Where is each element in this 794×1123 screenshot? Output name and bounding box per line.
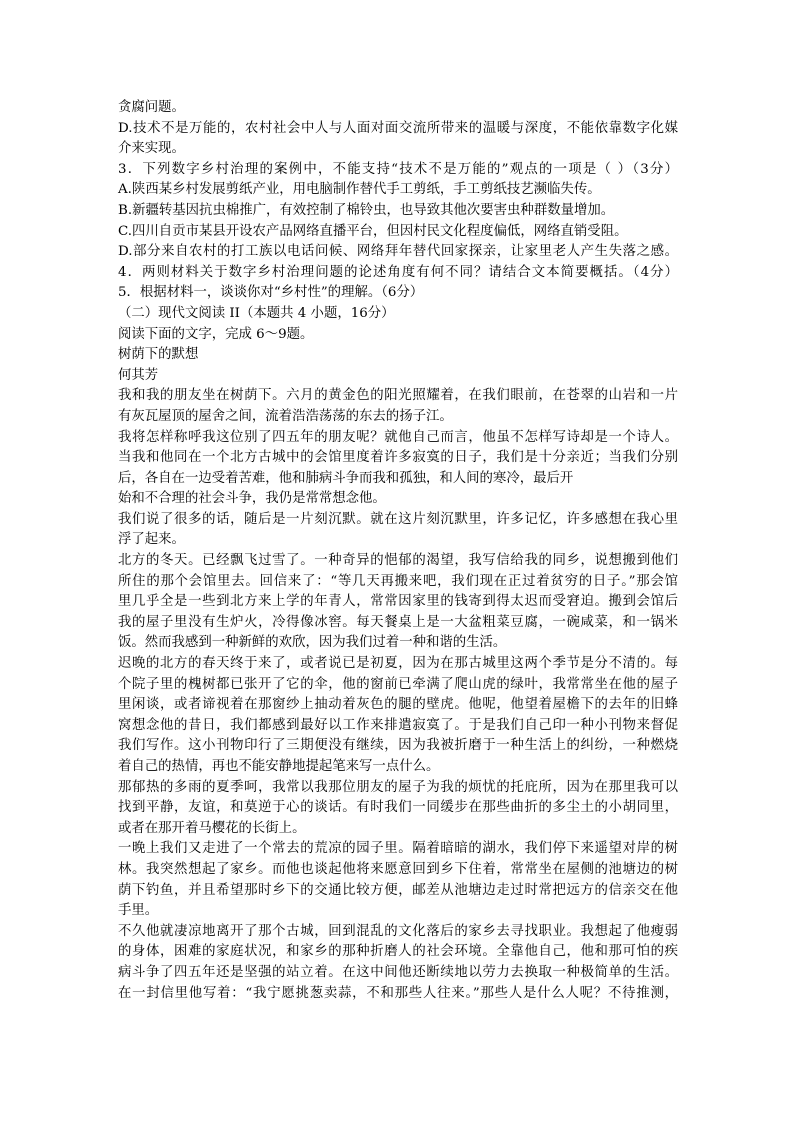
text-line: 我们写作。这小刊物印行了三期便没有继续，因为我被折磨于一种生活上的纠纷，一种燃烧: [118, 738, 678, 754]
text-line: 北方的冬天。已经飘飞过雪了。一种奇异的悒郁的渴望，我写信给我的同乡，说想搬到他们: [118, 553, 678, 569]
text-line: 后，各自在一边受着苦难，他和肺病斗争而我和孤独，和人间的寒冷，最后开: [118, 470, 574, 486]
text-line: D.部分来自农村的打工族以电话问候、网络拜年替代回家探亲，让家里老人产生失落之感。: [118, 244, 678, 260]
text-line: 里几乎全是一些到北方来上学的年青人，常常因家里的钱寄到得太迟而受窘迫。搬到会馆后: [118, 594, 678, 610]
text-line: 里闲谈，或者谛视着在那窗纱上抽动着灰色的腿的壁虎。他呢，他望着屋檐下的去年的旧蜂: [118, 697, 678, 713]
document-page: [118, 98, 678, 1004]
text-line: 有灰瓦屋顶的屋舍之间，流着浩浩荡荡的东去的扬子江。: [118, 408, 453, 424]
text-line: （二）现代文阅读 II（本题共 4 小题，16分）: [118, 305, 395, 321]
text-line: 我和我的朋友坐在树荫下。六月的黄金色的阳光照耀着，在我们眼前，在苍翠的山岩和一片: [118, 388, 678, 404]
text-line: 在一封信里他写着：“我宁愿挑葱卖蒜，不和那些人往来。”那些人是什么人呢？不待推测，: [118, 985, 678, 1001]
text-line: D.技术不是万能的，农村社会中人与人面对面交流所带来的温暖与深度，不能依靠数字化媒: [118, 120, 678, 136]
text-line: 贪腐问题。: [118, 100, 185, 115]
text-line: 树荫下的默想: [118, 347, 199, 363]
text-line: 所住的那个会馆里去。回信来了：“等几天再搬来吧，我们现在正过着贫穷的日子。”那会馆: [118, 573, 678, 589]
text-line: 始和不合理的社会斗争，我仍是常常想念他。: [118, 491, 386, 507]
text-line: 阅读下面的文字，完成 6～9题。: [118, 326, 314, 342]
text-line: 饭。然而我感到一种新鲜的欢欣，因为我们过着一种和谐的生活。: [118, 635, 507, 651]
text-line: 浮了起来。: [118, 532, 185, 548]
text-line: 荫下钓鱼，并且希望那时乡下的交通比较方便，邮差从池塘边走过时常把远方的信亲交在他: [118, 882, 678, 898]
text-line: C.四川自贡市某县开设农产品网络直播平台，但因村民文化程度偏低，网络直销受阻。: [118, 223, 628, 239]
text-line: 我的屋子里没有生炉火，冷得像冰窖。每天餐桌上是一大盆粗菜豆腐，一碗咸菜，和一锅米: [118, 614, 678, 630]
text-line: 找到平静，友谊，和莫逆于心的谈话。有时我们一同缓步在那些曲折的多尘土的小胡同里，: [118, 800, 678, 816]
text-line: 病斗争了四五年还是坚强的站立着。在这中间他还断续地以劳力去换取一种极简单的生活。: [118, 964, 678, 980]
text-line: 4．两则材料关于数字乡村治理问题的论述角度有何不同？请结合文本简要概括。（4分）: [118, 264, 678, 280]
text-line: 迟晚的北方的春天终于来了，或者说已是初夏，因为在那古城里这两个季节是分不清的。每: [118, 656, 678, 672]
text-line: 那郁热的多雨的夏季呵，我常以我那位朋友的屋子为我的烦忧的托庇所，因为在那里我可以: [118, 779, 678, 795]
text-line: 着自己的热情，再也不能安静地提起笔来写一点什么。: [118, 759, 440, 774]
text-line: 林。我突然想起了家乡。而他也谈起他将来愿意回到乡下住着，常常坐在屋侧的池塘边的树: [118, 861, 678, 877]
text-line: A.陕西某乡村发展剪纸产业，用电脑制作替代手工剪纸，手工剪纸技艺濒临失传。: [118, 182, 601, 198]
text-line: B.新疆转基因抗虫棉推广，有效控制了棉铃虫，也导致其他次要害虫种群数量增加。: [118, 202, 615, 218]
text-line: 何其芳: [118, 367, 159, 383]
text-line: 介来实现。: [118, 141, 185, 157]
text-line: 我们说了很多的话，随后是一片刻沉默。就在这片刻沉默里，许多记忆，许多感想在我心里: [118, 511, 678, 527]
text-line: 的身体，困难的家庭状况，和家乡的那种折磨人的社会环境。全靠他自己，他和那可怕的疾: [118, 944, 678, 960]
text-line: 个院子里的槐树都已张开了它的伞，他的窗前已牵满了爬山虎的绿叶，我常常坐在他的屋子: [118, 676, 678, 692]
text-line: 不久他就凄凉地离开了那个古城，回到混乱的文化落后的家乡去寻找职业。我想起了他瘦弱: [118, 923, 678, 939]
text-line: 我将怎样称呼我这位别了四五年的朋友呢？就他自己而言，他虽不怎样写诗却是一个诗人。: [118, 429, 678, 445]
text-line: 3．下列数字乡村治理的案例中，不能支持“技术不是万能的”观点的一项是（ ）（3分）: [118, 161, 678, 177]
text-line: 窝想念他的昔日，我们都感到最好以工作来排遣寂寞了。于是我们自己印一种小刊物来督促: [118, 717, 678, 733]
text-line: 当我和他同在一个北方古城中的会馆里度着许多寂寞的日子，我们是十分亲近；当我们分别: [118, 450, 678, 466]
text-line: 一晚上我们又走进了一个常去的荒凉的园子里。隔着暗暗的湖水，我们停下来遥望对岸的树: [118, 841, 678, 857]
text-line: 或者在那开着马樱花的长街上。: [118, 820, 306, 836]
text-line: 手里。: [118, 903, 159, 919]
text-line: 5．根据材料一，谈谈你对“乡村性”的理解。（6分）: [118, 285, 424, 301]
